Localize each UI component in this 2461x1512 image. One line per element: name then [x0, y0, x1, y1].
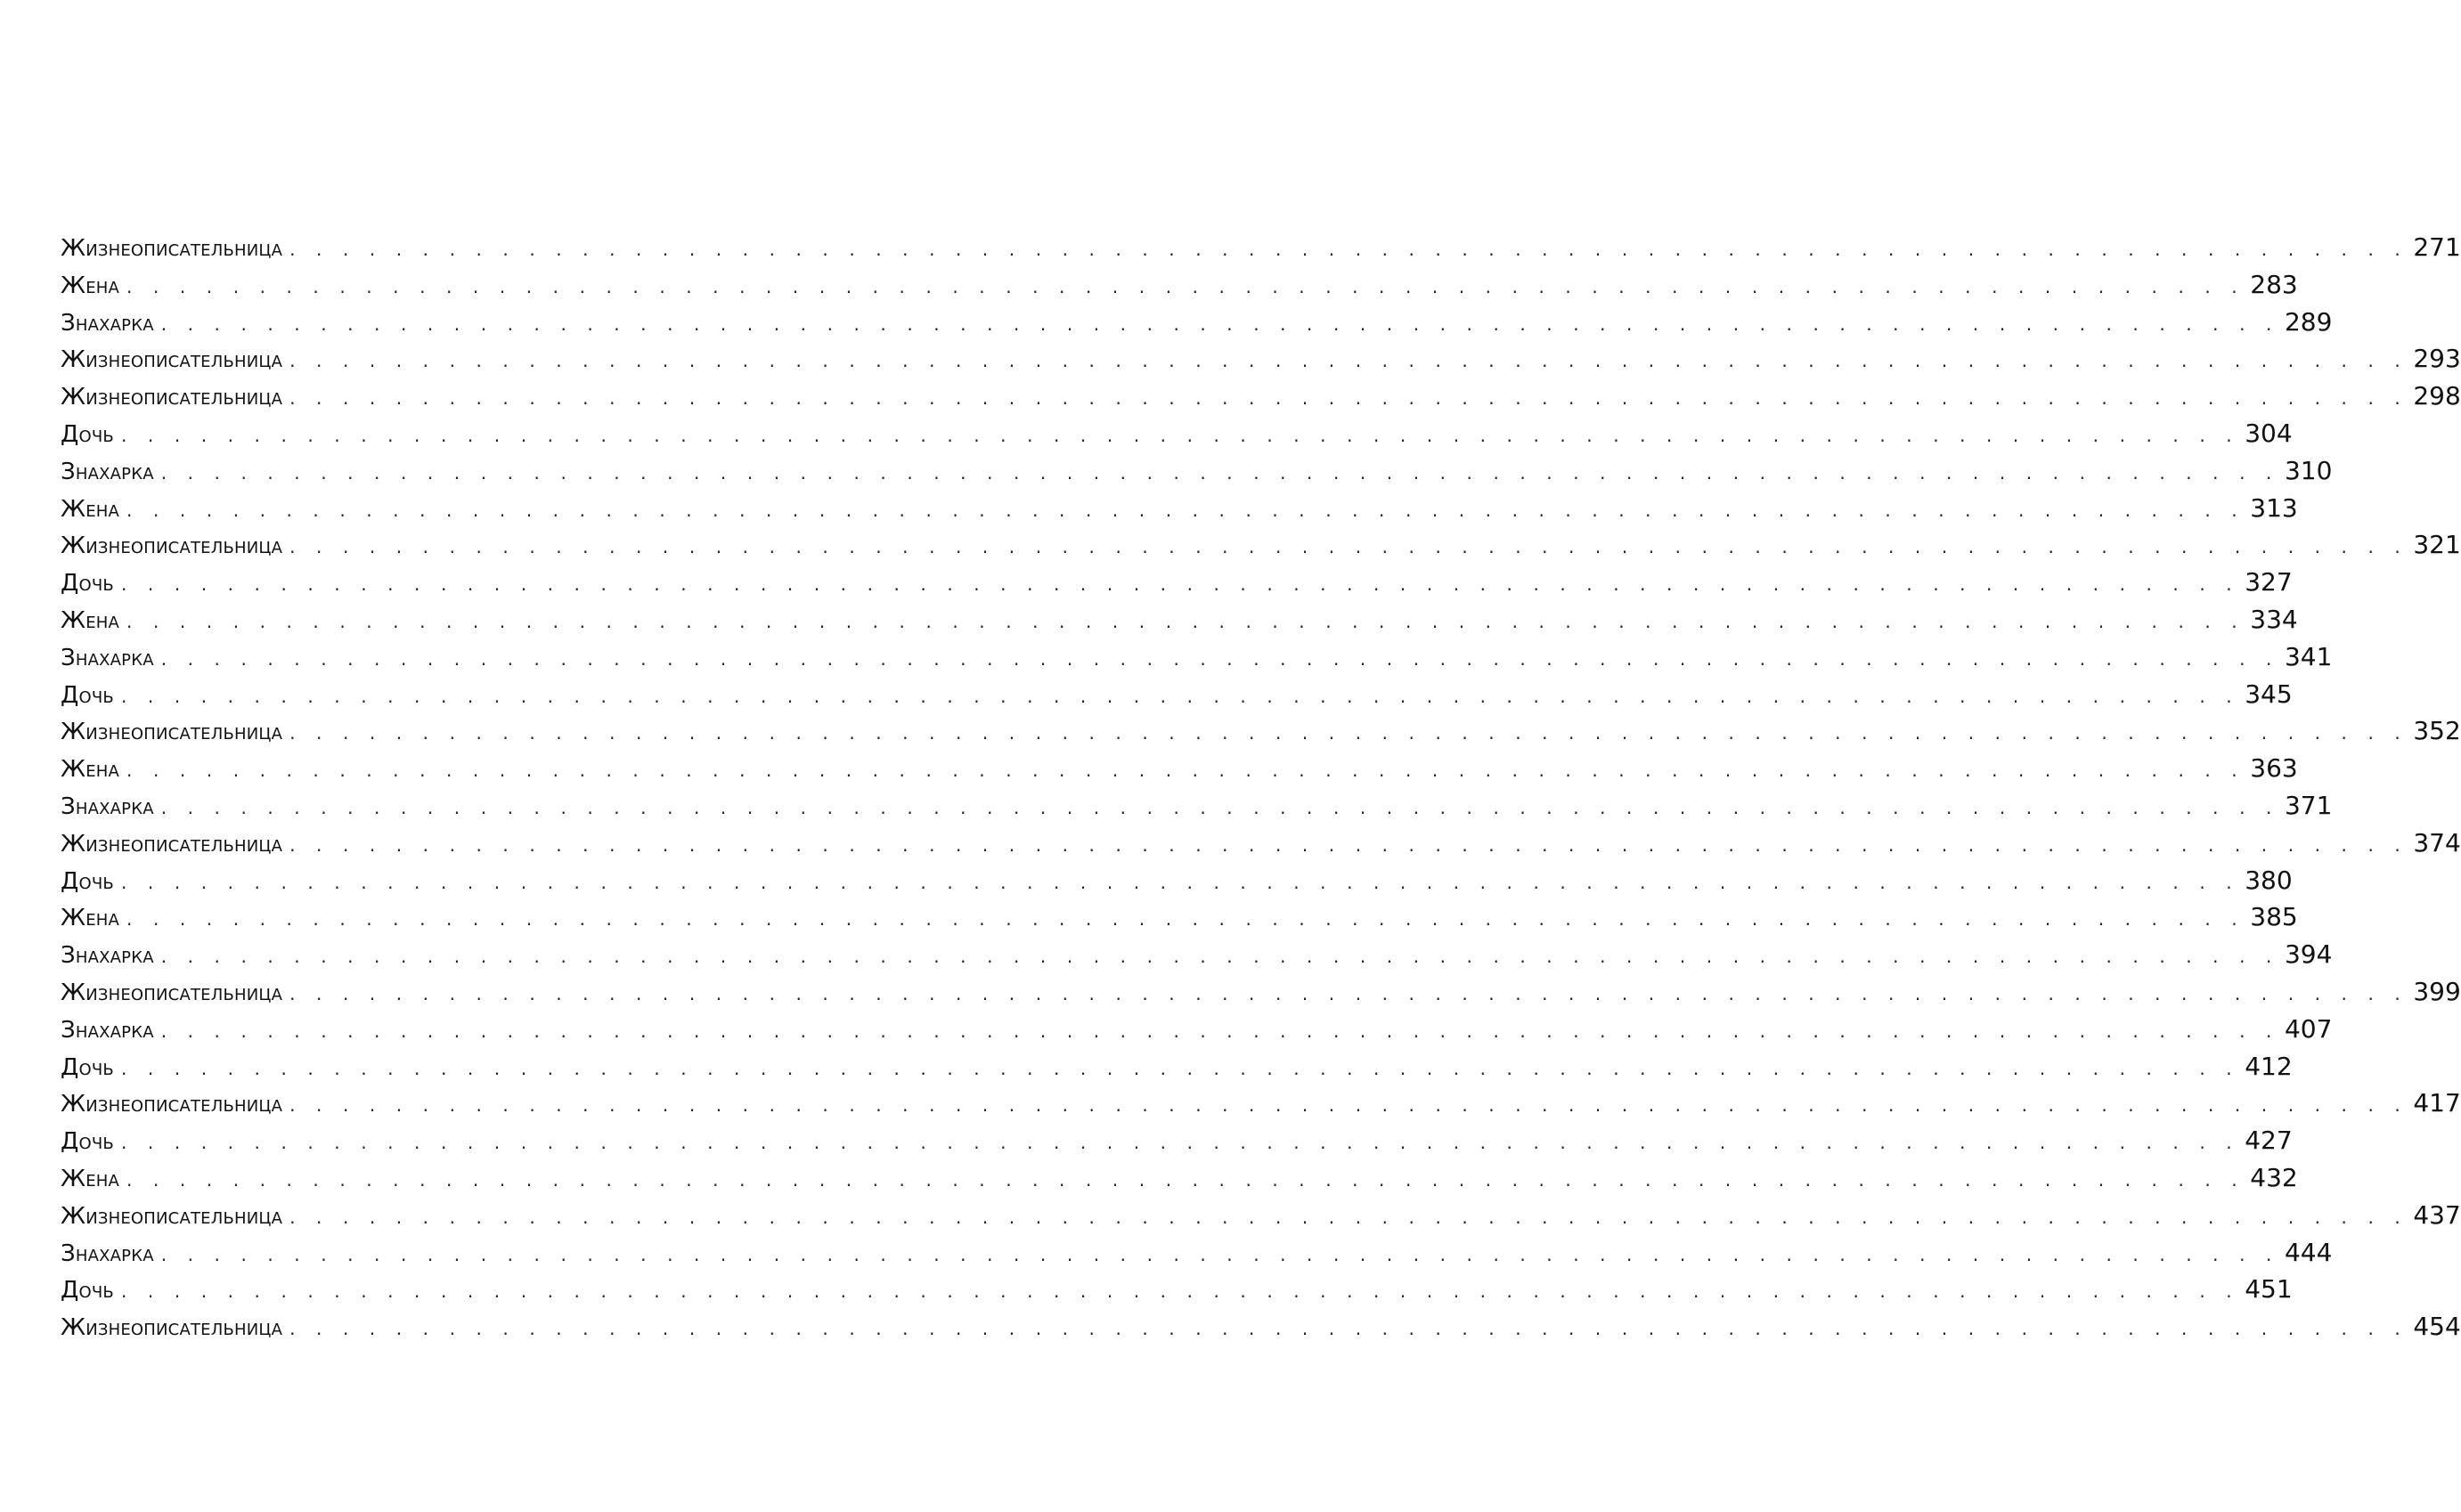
toc-entry: [61, 1048, 2293, 1085]
toc-entry-page-number: 293: [2413, 344, 2461, 374]
dot-leader: . . . . . . . . . . . . . . . . . . . . . . . . . . . . . . . . . . . . . . . . . . . . . . . . . . . . . . . . . . . . . . . . . . . . . . . . . . . . . . . .: [289, 387, 2408, 410]
toc-entry-page-number: 385: [2250, 902, 2298, 932]
toc-entry-page-number: 334: [2250, 604, 2298, 634]
toc-entry-title: Жизнеописательница: [61, 719, 283, 746]
dot-leader: . . . . . . . . . . . . . . . . . . . . . . . . . . . . . . . . . . . . . . . . . . . . . . . . . . . . . . . . . . . . . . . . . . . . . . . . . . . . . . . .: [289, 1318, 2408, 1340]
toc-entry-page-number: 399: [2413, 976, 2461, 1006]
dot-leader: . . . . . . . . . . . . . . . . . . . . . . . . . . . . . . . . . . . . . . . . . . . . . . . . . . . . . . . . . . . . . . . . . . . . . . . . . . . . . . . .: [289, 722, 2408, 744]
toc-entry-title: Жизнеописательница: [61, 1202, 283, 1230]
toc-entry: [61, 1271, 2293, 1308]
dot-leader: . . . . . . . . . . . . . . . . . . . . . . . . . . . . . . . . . . . . . . . . . . . . . . . . . . . . . . . . . . . . . . . . . . . . . . . . . . . . . . . .: [126, 275, 2245, 297]
toc-entry: [61, 825, 2461, 862]
toc-entry-page-number: 341: [2284, 641, 2333, 671]
toc-entry: [61, 1159, 2298, 1197]
toc-entry-title: Жена: [61, 495, 120, 523]
dot-leader: . . . . . . . . . . . . . . . . . . . . . . . . . . . . . . . . . . . . . . . . . . . . . . . . . . . . . . . . . . . . . . . . . . . . . . . . . . . . . . . .: [126, 1168, 2245, 1191]
toc-entry-title: Жена: [61, 606, 120, 634]
toc-entry: [61, 973, 2461, 1011]
toc-entry-title: Жизнеописательница: [61, 346, 283, 374]
dot-leader: . . . . . . . . . . . . . . . . . . . . . . . . . . . . . . . . . . . . . . . . . . . . . . . . . . . . . . . . . . . . . . . . . . . . . . . . . . . . . . . .: [160, 1020, 2279, 1042]
toc-entry-page-number: 271: [2413, 232, 2461, 262]
toc-entry-title: Дочь: [61, 570, 114, 597]
toc-entry-title: Жена: [61, 272, 120, 299]
dot-leader: . . . . . . . . . . . . . . . . . . . . . . . . . . . . . . . . . . . . . . . . . . . . . . . . . . . . . . . . . . . . . . . . . . . . . . . . . . . . . . . .: [120, 685, 2240, 707]
toc-entry: [61, 936, 2333, 973]
dot-leader: . . . . . . . . . . . . . . . . . . . . . . . . . . . . . . . . . . . . . . . . . . . . . . . . . . . . . . . . . . . . . . . . . . . . . . . . . . . . . . . .: [289, 350, 2408, 372]
toc-entry-title: Дочь: [61, 1277, 114, 1305]
toc-entry-title: Жизнеописательница: [61, 830, 283, 858]
toc-entry-page-number: 374: [2413, 827, 2461, 858]
toc-entry: [61, 526, 2461, 564]
toc-entry-title: Жизнеописательница: [61, 1314, 283, 1342]
toc-entry-title: Дочь: [61, 420, 114, 448]
toc-entry-title: Жизнеописательница: [61, 384, 283, 411]
toc-entry-page-number: 417: [2413, 1088, 2461, 1118]
toc-entry-title: Знахарка: [61, 644, 154, 671]
toc-entry: [61, 1011, 2333, 1048]
toc-entry-page-number: 298: [2413, 381, 2461, 411]
toc-entry-title: Дочь: [61, 681, 114, 709]
toc-entry-page-number: 313: [2250, 492, 2298, 523]
toc-entry-page-number: 321: [2413, 530, 2461, 560]
toc-entry-title: Жизнеописательница: [61, 1091, 283, 1118]
toc-entry-title: Жена: [61, 756, 120, 784]
dot-leader: . . . . . . . . . . . . . . . . . . . . . . . . . . . . . . . . . . . . . . . . . . . . . . . . . . . . . . . . . . . . . . . . . . . . . . . . . . . . . . . .: [160, 946, 2279, 968]
toc-entry-title: Жена: [61, 1165, 120, 1192]
toc-entry: [61, 340, 2461, 378]
toc-entry: [61, 378, 2461, 415]
dot-leader: . . . . . . . . . . . . . . . . . . . . . . . . . . . . . . . . . . . . . . . . . . . . . . . . . . . . . . . . . . . . . . . . . . . . . . . . . . . . . . . .: [289, 833, 2408, 856]
toc-entry: [61, 1197, 2461, 1234]
dot-leader: . . . . . . . . . . . . . . . . . . . . . . . . . . . . . . . . . . . . . . . . . . . . . . . . . . . . . . . . . . . . . . . . . . . . . . . . . . . . . . . .: [160, 1243, 2279, 1265]
toc-entry: [61, 1308, 2461, 1345]
toc-entry-title: Знахарка: [61, 1240, 154, 1267]
toc-entry: [61, 898, 2298, 936]
toc-entry-title: Жизнеописательница: [61, 979, 283, 1006]
dot-leader: . . . . . . . . . . . . . . . . . . . . . . . . . . . . . . . . . . . . . . . . . . . . . . . . . . . . . . . . . . . . . . . . . . . . . . . . . . . . . . . .: [120, 1132, 2240, 1154]
toc-entry-page-number: 289: [2284, 306, 2333, 337]
toc-entry-title: Знахарка: [61, 942, 154, 970]
dot-leader: . . . . . . . . . . . . . . . . . . . . . . . . . . . . . . . . . . . . . . . . . . . . . . . . . . . . . . . . . . . . . . . . . . . . . . . . . . . . . . . .: [126, 908, 2245, 931]
toc-entry-page-number: 304: [2245, 418, 2293, 448]
toc-entry-page-number: 345: [2245, 679, 2293, 709]
toc-entry-page-number: 454: [2413, 1312, 2461, 1342]
toc-entry-page-number: 432: [2250, 1162, 2298, 1192]
toc-entry: [61, 750, 2298, 787]
toc-entry: [61, 787, 2333, 825]
toc-entry-page-number: 327: [2245, 567, 2293, 597]
dot-leader: . . . . . . . . . . . . . . . . . . . . . . . . . . . . . . . . . . . . . . . . . . . . . . . . . . . . . . . . . . . . . . . . . . . . . . . . . . . . . . . .: [126, 499, 2245, 521]
toc-entry: [61, 601, 2298, 638]
dot-leader: . . . . . . . . . . . . . . . . . . . . . . . . . . . . . . . . . . . . . . . . . . . . . . . . . . . . . . . . . . . . . . . . . . . . . . . . . . . . . . . .: [160, 461, 2279, 484]
toc-entry-page-number: 380: [2245, 865, 2293, 895]
dot-leader: . . . . . . . . . . . . . . . . . . . . . . . . . . . . . . . . . . . . . . . . . . . . . . . . . . . . . . . . . . . . . . . . . . . . . . . . . . . . . . . .: [289, 982, 2408, 1004]
dot-leader: . . . . . . . . . . . . . . . . . . . . . . . . . . . . . . . . . . . . . . . . . . . . . . . . . . . . . . . . . . . . . . . . . . . . . . . . . . . . . . . .: [120, 871, 2240, 893]
dot-leader: . . . . . . . . . . . . . . . . . . . . . . . . . . . . . . . . . . . . . . . . . . . . . . . . . . . . . . . . . . . . . . . . . . . . . . . . . . . . . . . .: [289, 239, 2408, 260]
toc-entry: [61, 266, 2298, 304]
toc-entry-title: Дочь: [61, 1128, 114, 1156]
toc-entry-title: Знахарка: [61, 1016, 154, 1044]
dot-leader: . . . . . . . . . . . . . . . . . . . . . . . . . . . . . . . . . . . . . . . . . . . . . . . . . . . . . . . . . . . . . . . . . . . . . . . . . . . . . . . .: [160, 313, 2279, 335]
toc-entry-page-number: 407: [2284, 1013, 2333, 1044]
dot-leader: . . . . . . . . . . . . . . . . . . . . . . . . . . . . . . . . . . . . . . . . . . . . . . . . . . . . . . . . . . . . . . . . . . . . . . . . . . . . . . . .: [120, 1280, 2240, 1303]
toc-entry: [61, 862, 2293, 899]
toc-entry-page-number: 310: [2284, 455, 2333, 485]
toc-entry: [61, 452, 2333, 490]
dot-leader: . . . . . . . . . . . . . . . . . . . . . . . . . . . . . . . . . . . . . . . . . . . . . . . . . . . . . . . . . . . . . . . . . . . . . . . . . . . . . . . .: [160, 796, 2279, 818]
dot-leader: . . . . . . . . . . . . . . . . . . . . . . . . . . . . . . . . . . . . . . . . . . . . . . . . . . . . . . . . . . . . . . . . . . . . . . . . . . . . . . . .: [126, 610, 2245, 632]
toc-entry-page-number: 352: [2413, 716, 2461, 746]
toc-entry-title: Жена: [61, 905, 120, 932]
toc-entry-page-number: 363: [2250, 753, 2298, 784]
toc-entry-title: Жизнеописательница: [61, 532, 283, 560]
toc-entry: [61, 712, 2461, 750]
toc-entry: [61, 564, 2293, 601]
toc-entry-title: Дочь: [61, 867, 114, 895]
toc-entry: [61, 490, 2298, 527]
dot-leader: . . . . . . . . . . . . . . . . . . . . . . . . . . . . . . . . . . . . . . . . . . . . . . . . . . . . . . . . . . . . . . . . . . . . . . . . . . . . . . . .: [160, 647, 2279, 670]
toc-entry: [61, 229, 2461, 266]
dot-leader: . . . . . . . . . . . . . . . . . . . . . . . . . . . . . . . . . . . . . . . . . . . . . . . . . . . . . . . . . . . . . . . . . . . . . . . . . . . . . . . .: [126, 760, 2245, 782]
toc-entry-title: Знахарка: [61, 309, 154, 337]
toc-entry: [61, 415, 2293, 452]
toc-entry-page-number: 283: [2250, 269, 2298, 299]
toc-entry-page-number: 444: [2284, 1237, 2333, 1267]
toc-entry-title: Знахарка: [61, 458, 154, 485]
toc-entry-title: Знахарка: [61, 793, 154, 820]
dot-leader: . . . . . . . . . . . . . . . . . . . . . . . . . . . . . . . . . . . . . . . . . . . . . . . . . . . . . . . . . . . . . . . . . . . . . . . . . . . . . . . .: [289, 1206, 2408, 1228]
toc-entry-page-number: 394: [2284, 939, 2333, 970]
toc-entry: [61, 638, 2333, 676]
toc-entry: [61, 1234, 2333, 1272]
toc-entry-title: Дочь: [61, 1053, 114, 1081]
toc-entry: [61, 1122, 2293, 1159]
dot-leader: . . . . . . . . . . . . . . . . . . . . . . . . . . . . . . . . . . . . . . . . . . . . . . . . . . . . . . . . . . . . . . . . . . . . . . . . . . . . . . . .: [120, 424, 2240, 446]
dot-leader: . . . . . . . . . . . . . . . . . . . . . . . . . . . . . . . . . . . . . . . . . . . . . . . . . . . . . . . . . . . . . . . . . . . . . . . . . . . . . . . .: [120, 1057, 2240, 1079]
toc-entry-page-number: 437: [2413, 1199, 2461, 1230]
table-of-contents: [61, 229, 2461, 1345]
toc-entry: [61, 676, 2293, 713]
toc-entry-page-number: 427: [2245, 1126, 2293, 1156]
toc-entry-page-number: 451: [2245, 1274, 2293, 1305]
toc-entry: [61, 304, 2333, 341]
toc-entry-page-number: 412: [2245, 1051, 2293, 1081]
dot-leader: . . . . . . . . . . . . . . . . . . . . . . . . . . . . . . . . . . . . . . . . . . . . . . . . . . . . . . . . . . . . . . . . . . . . . . . . . . . . . . . .: [120, 573, 2240, 596]
dot-leader: . . . . . . . . . . . . . . . . . . . . . . . . . . . . . . . . . . . . . . . . . . . . . . . . . . . . . . . . . . . . . . . . . . . . . . . . . . . . . . . .: [289, 1094, 2408, 1117]
toc-entry-page-number: 371: [2284, 790, 2333, 820]
dot-leader: . . . . . . . . . . . . . . . . . . . . . . . . . . . . . . . . . . . . . . . . . . . . . . . . . . . . . . . . . . . . . . . . . . . . . . . . . . . . . . . .: [289, 536, 2408, 558]
toc-entry: [61, 1085, 2461, 1122]
toc-entry-title: Жизнеописательница: [61, 235, 283, 262]
